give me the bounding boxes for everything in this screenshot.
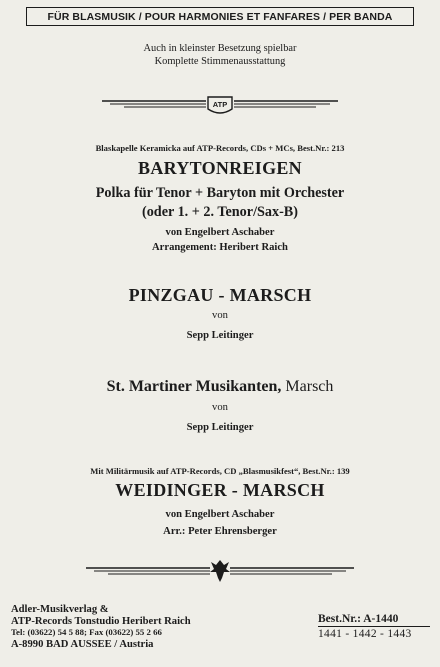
weidinger-composer: von Engelbert Aschaber — [165, 509, 275, 520]
eagle-icon — [210, 560, 230, 582]
pinzgau-von: von — [212, 310, 228, 321]
eagle-ornament-divider — [70, 556, 370, 586]
barytonreigen-recording-note: Blaskapelle Keramicka auf ATP-Records, CDs + MCs, Best.Nr.: 213 — [95, 143, 345, 153]
publisher-name: Adler-Musikverlag & — [11, 604, 109, 615]
ornament-lines-right — [230, 568, 354, 574]
atp-logo-text: ATP — [212, 100, 228, 109]
atp-logo-divider — [90, 94, 350, 118]
barytonreigen-subtitle-1: Polka für Tenor + Baryton mit Orchester — [95, 185, 345, 201]
barytonreigen-subtitle-2: (oder 1. + 2. Tenor/Sax-B) — [141, 204, 298, 220]
publisher-address: A-8990 BAD AUSSEE / Austria — [11, 638, 154, 650]
martiner-title-bold: St. Martiner Musikanten, — [106, 378, 282, 395]
genre-banner — [26, 7, 414, 26]
publisher-info — [11, 604, 191, 650]
pinzgau-title: PINZGAU - MARSCH — [128, 285, 312, 305]
martiner-title-rest: Marsch — [281, 378, 334, 395]
order-number: Best.Nr.: A-1440 — [318, 613, 399, 625]
weidinger-arranger: Arr.: Peter Ehrensberger — [163, 526, 277, 537]
order-part-numbers: 1441 - 1442 - 1443 — [318, 626, 430, 640]
order-info — [318, 613, 430, 640]
ornament-lines-left — [86, 568, 210, 574]
martiner-von: von — [212, 402, 228, 413]
publisher-phone: Tel: (03622) 54 5 88; Fax (03622) 55 2 66 — [11, 627, 162, 637]
publisher-studio: ATP-Records Tonstudio Heribert Raich — [11, 615, 191, 627]
pinzgau-composer: Sepp Leitinger — [186, 330, 254, 341]
divider-lines-right — [234, 101, 338, 107]
barytonreigen-composer: von Engelbert Aschaber — [165, 227, 275, 238]
intro-line-2: Komplette Stimmenausstattung — [154, 56, 286, 67]
barytonreigen-title: BARYTONREIGEN — [138, 158, 302, 178]
martiner-composer: Sepp Leitinger — [186, 422, 254, 433]
genre-banner-text: FÜR BLASMUSIK / POUR HARMONIES ET FANFARES / PER BANDA — [47, 10, 393, 23]
atp-emblem — [208, 97, 232, 113]
barytonreigen-arranger: Arrangement: Heribert Raich — [152, 242, 288, 253]
divider-lines-left — [102, 101, 206, 107]
intro-line-1: Auch in kleinster Besetzung spielbar — [143, 43, 297, 54]
weidinger-title: WEIDINGER - MARSCH — [115, 480, 325, 500]
martiner-title — [0, 378, 440, 396]
weidinger-recording-note: Mit Militärmusik auf ATP-Records, CD „Blasmusikfest“, Best.Nr.: 139 — [90, 466, 350, 476]
